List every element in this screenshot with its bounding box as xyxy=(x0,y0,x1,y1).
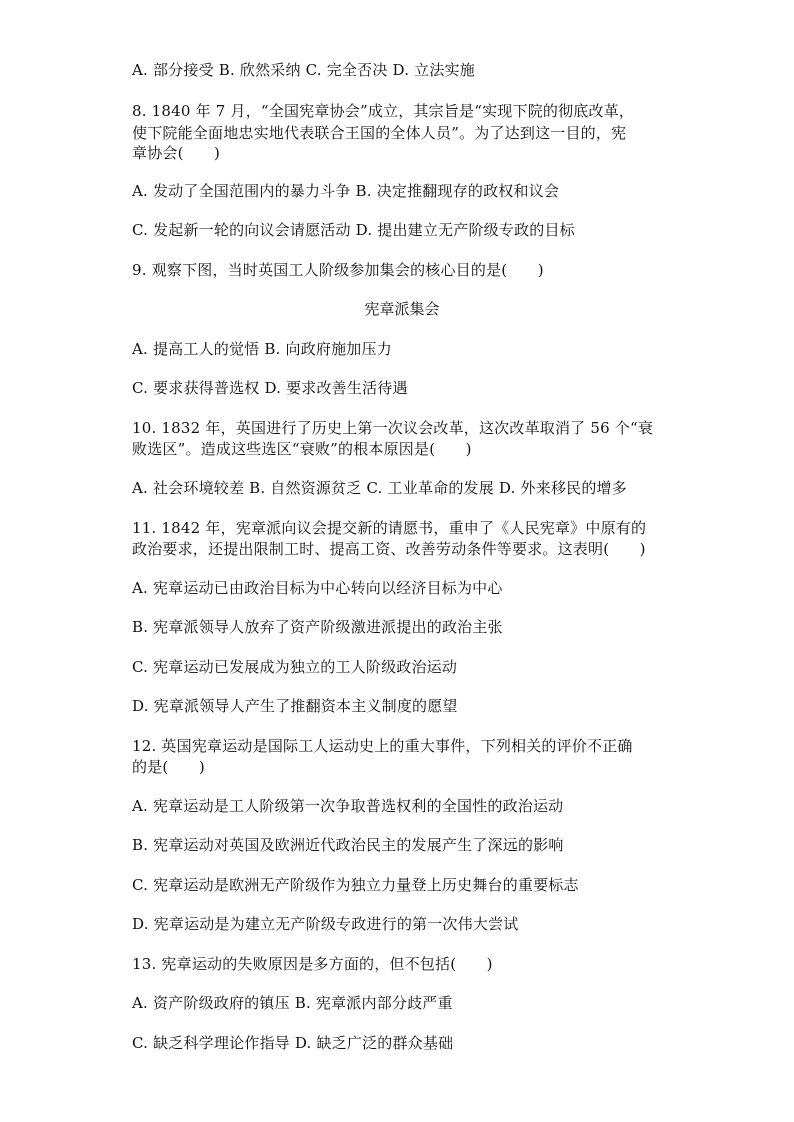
q11-option-a: A. 宪章运动已由政治目标为中心转向以经济目标为中心 xyxy=(132,579,503,597)
q9-figure-caption: 宪章派集会 xyxy=(364,300,440,318)
q13-options-ab: A. 资产阶级政府的镇压 B. 宪章派内部分歧严重 xyxy=(132,994,453,1012)
q12-option-a: A. 宪章运动是工人阶级第一次争取普选权利的全国性的政治运动 xyxy=(132,797,564,815)
q11-option-c: C. 宪章运动已发展成为独立的工人阶级政治运动 xyxy=(132,658,458,676)
q12-option-b: B. 宪章运动对英国及欧洲近代政治民主的发展产生了深远的影响 xyxy=(132,836,564,854)
q7-options: A. 部分接受 B. 欣然采纳 C. 完全否决 D. 立法实施 xyxy=(132,61,475,79)
q8-stem-line3: 章协会( ) xyxy=(132,144,221,162)
q9-options-ab: A. 提高工人的觉悟 B. 向政府施加压力 xyxy=(132,340,392,358)
q9-options-cd: C. 要求获得普选权 D. 要求改善生活待遇 xyxy=(132,379,408,397)
q11-option-d: D. 宪章派领导人产生了推翻资本主义制度的愿望 xyxy=(132,697,458,715)
q13-stem: 13. 宪章运动的失败原因是多方面的，但不包括( ) xyxy=(132,955,493,973)
q13-options-cd: C. 缺乏科学理论作指导 D. 缺乏广泛的群众基础 xyxy=(132,1034,454,1052)
q12-option-c: C. 宪章运动是欧洲无产阶级作为独立力量登上历史舞台的重要标志 xyxy=(132,876,579,894)
q8-options-cd: C. 发起新一轮的向议会请愿活动 D. 提出建立无产阶级专政的目标 xyxy=(132,221,575,239)
q11-stem-line2: 政治要求，还提出限制工时、提高工资、改善劳动条件等要求。这表明( ) xyxy=(132,540,646,558)
q8-stem-line1: 8. 1840 年 7 月，“全国宪章协会”成立，其宗旨是“实现下院的彻底改革， xyxy=(132,102,635,120)
q10-stem-line2: 败选区”。造成这些选区“衰败”的根本原因是( ) xyxy=(132,440,472,458)
q9-stem: 9. 观察下图，当时英国工人阶级参加集会的核心目的是( ) xyxy=(132,261,544,279)
q12-stem-line2: 的是( ) xyxy=(132,758,205,776)
q10-stem-line1: 10. 1832 年，英国进行了历史上第一次议会改革，这次改革取消了 56 个“衰 xyxy=(132,419,654,437)
q10-options: A. 社会环境较差 B. 自然资源贫乏 C. 工业革命的发展 D. 外来移民的增多 xyxy=(132,479,627,497)
q12-option-d: D. 宪章运动是为建立无产阶级专政进行的第一次伟大尝试 xyxy=(132,915,519,933)
q8-stem-line2: 使下院能全面地忠实地代表联合王国的全体人员”。为了达到这一目的，宪 xyxy=(132,124,627,142)
q11-option-b: B. 宪章派领导人放弃了资产阶级激进派提出的政治主张 xyxy=(132,618,503,636)
q12-stem-line1: 12. 英国宪章运动是国际工人运动史上的重大事件，下列相关的评价不正确 xyxy=(132,737,633,755)
q11-stem-line1: 11. 1842 年，宪章派向议会提交新的请愿书，重申了《人民宪章》中原有的 xyxy=(132,519,647,537)
q8-options-ab: A. 发动了全国范围内的暴力斗争 B. 决定推翻现存的政权和议会 xyxy=(132,182,560,200)
